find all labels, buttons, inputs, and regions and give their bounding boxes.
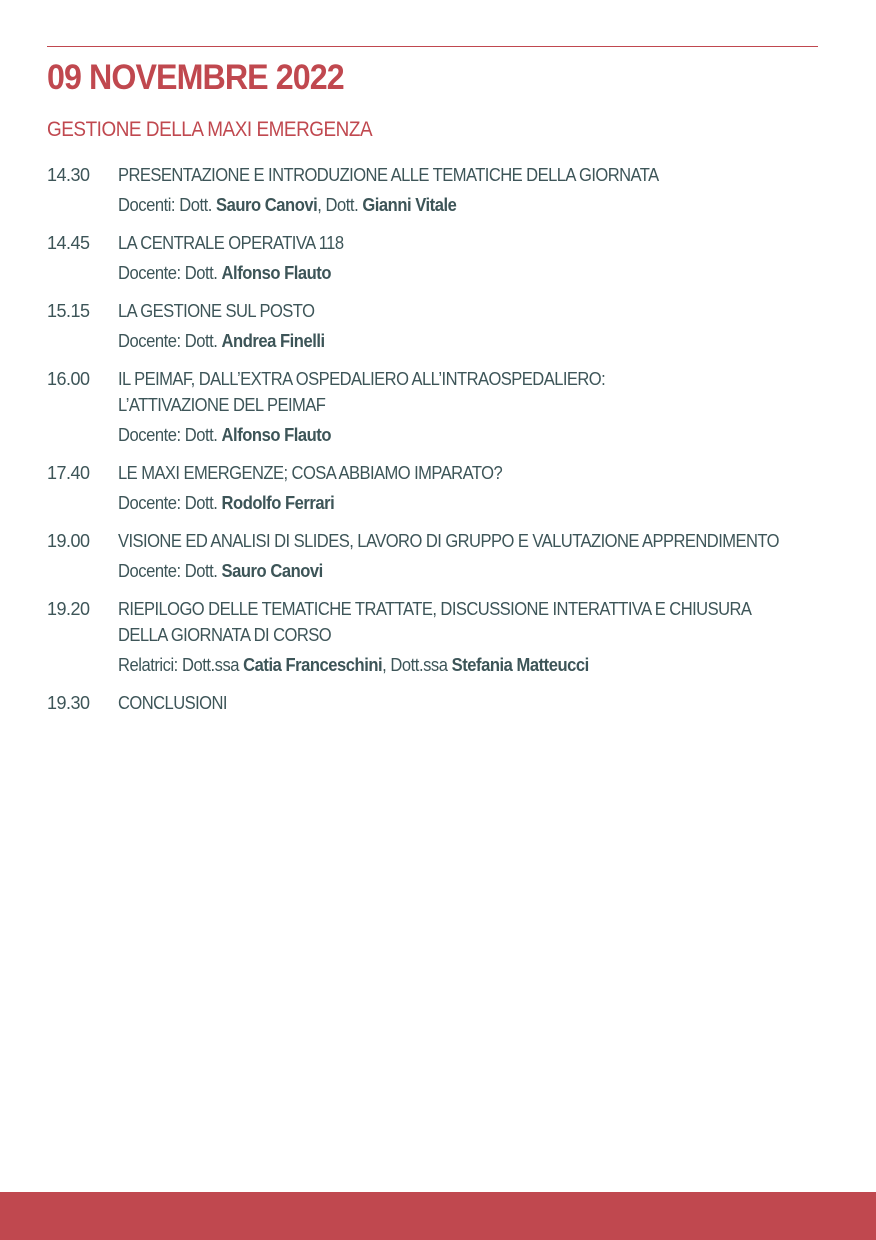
- agenda-topic-line: RIEPILOGO DELLE TEMATICHE TRATTATE, DISCUSSIONE INTERATTIVA E CHIUSURA: [118, 599, 752, 619]
- speaker-role-label: Docente: Dott.: [118, 493, 222, 513]
- agenda-topic-line: IL PEIMAF, DALL’EXTRA OSPEDALIERO ALL’INTRAOSPEDALIERO:: [118, 369, 606, 389]
- agenda-topic-line: CONCLUSIONI: [118, 693, 227, 713]
- agenda-topic-line: PRESENTAZIONE E INTRODUZIONE ALLE TEMATICHE DELLA GIORNATA: [118, 165, 659, 185]
- agenda-topic: [118, 460, 770, 486]
- agenda-time: 15.15: [47, 301, 90, 321]
- speaker-role-label: Docenti: Dott.: [118, 195, 217, 215]
- agenda-details: [118, 162, 827, 216]
- agenda-item: [47, 366, 827, 446]
- speaker-separator: , Dott.: [317, 195, 363, 215]
- agenda-speakers: [118, 194, 770, 216]
- agenda-topic: [118, 298, 770, 324]
- agenda-topic: [118, 162, 770, 188]
- top-divider: [47, 46, 818, 47]
- speaker-name: Sauro Canovi: [216, 195, 318, 215]
- agenda-speakers: [118, 492, 770, 514]
- agenda-topic-line: DELLA GIORNATA DI CORSO: [118, 625, 332, 645]
- agenda-topic: [118, 690, 770, 716]
- agenda-topic-line: LA CENTRALE OPERATIVA 118: [118, 233, 344, 253]
- section-title: GESTIONE DELLA MAXI EMERGENZA: [47, 118, 373, 141]
- agenda-topic-line: LE MAXI EMERGENZE; COSA ABBIAMO IMPARATO?: [118, 463, 503, 483]
- agenda-topic: [118, 230, 770, 256]
- agenda-time: 19.00: [47, 531, 90, 551]
- speaker-role-label: Docente: Dott.: [118, 561, 222, 581]
- agenda-time: 14.30: [47, 165, 90, 185]
- agenda-details: [118, 596, 827, 676]
- agenda-details: [118, 460, 827, 514]
- page-title: 09 NOVEMBRE 2022: [47, 58, 344, 97]
- agenda-time: 19.30: [47, 693, 90, 713]
- agenda-item: [47, 460, 827, 514]
- speaker-name: Gianni Vitale: [362, 195, 457, 215]
- agenda-speakers: [118, 262, 770, 284]
- agenda-details: [118, 690, 827, 716]
- agenda-list: [47, 162, 827, 730]
- agenda-topic: [118, 596, 770, 648]
- agenda-details: [118, 298, 827, 352]
- agenda-item: [47, 528, 827, 582]
- agenda-time: 16.00: [47, 369, 90, 389]
- agenda-topic-line: VISIONE ED ANALISI DI SLIDES, LAVORO DI GRUPPO E VALUTAZIONE APPRENDIMENTO: [118, 531, 779, 551]
- agenda-item: [47, 298, 827, 352]
- agenda-item: [47, 162, 827, 216]
- speaker-role-label: Docente: Dott.: [118, 331, 222, 351]
- agenda-topic-line: LA GESTIONE SUL POSTO: [118, 301, 315, 321]
- speaker-role-label: Relatrici: Dott.ssa: [118, 655, 244, 675]
- speaker-name: Alfonso Flauto: [221, 425, 332, 445]
- agenda-time: 19.20: [47, 599, 90, 619]
- speaker-role-label: Docente: Dott.: [118, 425, 222, 445]
- agenda-time: 17.40: [47, 463, 90, 483]
- agenda-topic-line: L’ATTIVAZIONE DEL PEIMAF: [118, 395, 326, 415]
- footer-bar: [0, 1192, 876, 1240]
- agenda-speakers: [118, 654, 770, 676]
- agenda-topic: [118, 366, 770, 418]
- agenda-speakers: [118, 560, 779, 582]
- agenda-details: [118, 528, 836, 582]
- speaker-name: Alfonso Flauto: [221, 263, 332, 283]
- agenda-time: 14.45: [47, 233, 90, 253]
- agenda-item: [47, 230, 827, 284]
- speaker-role-label: Docente: Dott.: [118, 263, 222, 283]
- speaker-separator: , Dott.ssa: [382, 655, 452, 675]
- speaker-name: Sauro Canovi: [221, 561, 323, 581]
- agenda-details: [118, 230, 827, 284]
- agenda-item: [47, 690, 827, 716]
- speaker-name: Stefania Matteucci: [451, 655, 589, 675]
- agenda-speakers: [118, 330, 770, 352]
- agenda-topic: [118, 528, 779, 554]
- speaker-name: Andrea Finelli: [221, 331, 325, 351]
- agenda-details: [118, 366, 827, 446]
- speaker-name: Catia Franceschini: [243, 655, 383, 675]
- speaker-name: Rodolfo Ferrari: [221, 493, 335, 513]
- agenda-speakers: [118, 424, 770, 446]
- agenda-item: [47, 596, 827, 676]
